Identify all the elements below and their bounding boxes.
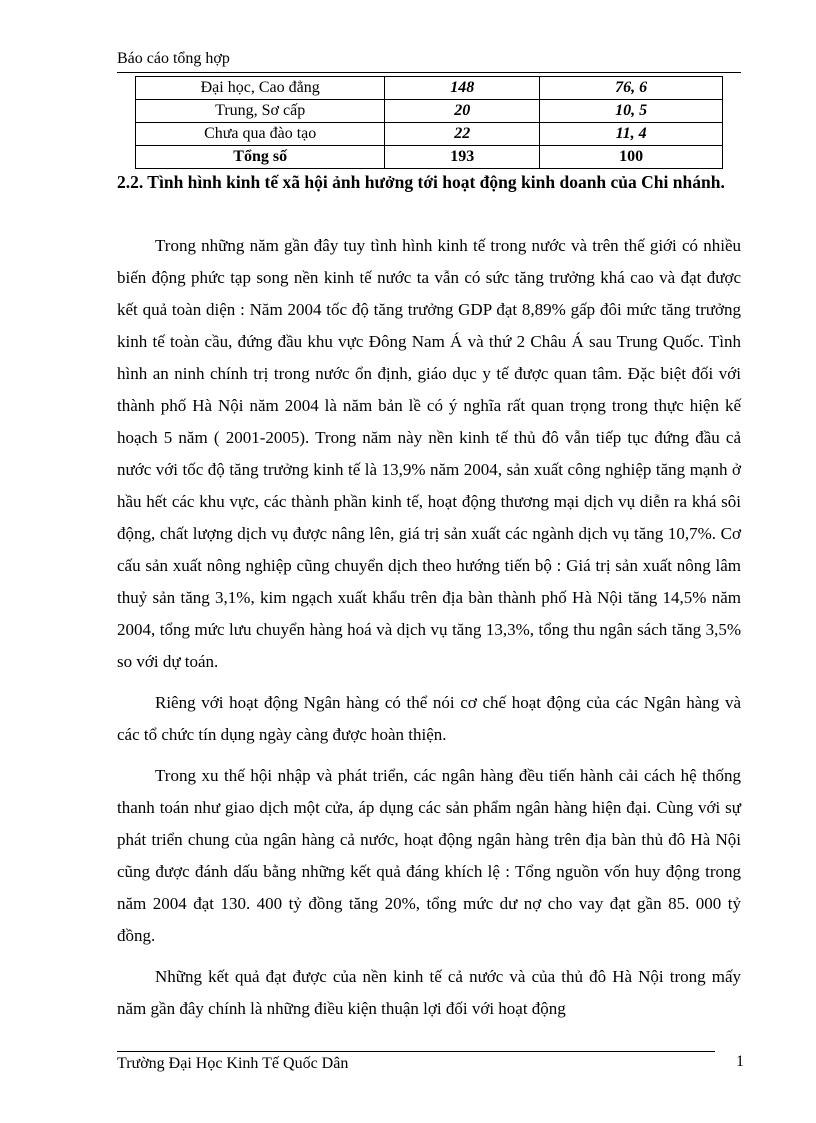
paragraph: Riêng với hoạt động Ngân hàng có thể nói cơ chế hoạt động của các Ngân hàng và các tổ chức tín dụng ngày càng được hoàn thiện. <box>117 693 741 744</box>
total-percent: 100 <box>540 146 723 169</box>
header-divider <box>117 72 741 73</box>
row-percent: 76, 6 <box>540 77 723 100</box>
row-percent: 11, 4 <box>540 123 723 146</box>
paragraph: Những kết quả đạt được của nền kinh tế cả nước và của thủ đô Hà Nội trong mấy năm gần đây chính là những điều kiện thuận lợi đối với hoạt động <box>117 967 741 1018</box>
paragraph: Trong những năm gần đây tuy tình hình kinh tế trong nước và trên thế giới có nhiều biến động phức tạp song nền kinh tế nước ta vẫn có sức tăng trưởng khá cao và đạt được kết quả toàn diện : Năm 2004 tốc độ tăng trưởng GDP đạt 8,89% gấp đôi mức tăng trưởng kinh tế toàn cầu, đứng đầu khu vực Đông Nam Á và thứ 2 Châu Á sau Trung Quốc. Tình hình an ninh chính trị trong nước ổn định, giáo dục y tế được quan tâm. Đặc biệt đối với thành phố Hà Nội năm 2004 là năm bản lề có ý nghĩa rất quan trọng trong thực hiện kế hoạch 5 năm ( 2001-2005). Trong năm này nền kinh tế thủ đô vẫn tiếp tục đứng đầu cả nước với tốc độ tăng trưởng kinh tế là 13,9% năm 2004, sản xuất công nghiệp tăng mạnh ở hầu hết các khu vực, các thành phần kinh tế, hoạt động thương mại dịch vụ diễn ra khá sôi động, chất lượng dịch vụ được nâng lên, giá trị sản xuất các ngành dịch vụ tăng 10,7%. Cơ cấu sản xuất nông nghiệp cũng chuyển dịch theo hướng tiến bộ : Giá trị sản xuất nông lâm thuỷ sản tăng 3,1%, kim ngạch xuất khẩu trên địa bàn thành phố Hà Nội tăng 14,5% năm 2004, tổng mức lưu chuyển hàng hoá và dịch vụ tăng 13,3%, tổng thu ngân sách tăng 3,5% so với dự toán. <box>117 236 741 671</box>
row-count: 22 <box>385 123 540 146</box>
row-percent: 10, 5 <box>540 100 723 123</box>
row-label: Chưa qua đào tạo <box>136 123 385 146</box>
staff-qualification-table <box>135 76 723 169</box>
page-number: 1 <box>736 1053 744 1070</box>
table-row <box>136 100 723 123</box>
body-text <box>117 230 741 1034</box>
footer-divider <box>117 1051 715 1052</box>
paragraph: Trong xu thế hội nhập và phát triển, các ngân hàng đều tiến hành cải cách hệ thống thanh toán như giao dịch một cửa, áp dụng các sản phẩm ngân hàng hiện đại. Cùng với sự phát triển chung của ngân hàng cả nước, hoạt động ngân hàng trên địa bàn thủ đô Hà Nội cũng được đánh dấu bằng những kết quả đáng khích lệ : Tổng nguồn vốn huy động trong năm 2004 đạt 130. 400 tỷ đồng tăng 20%, tổng mức dư nợ cho vay đạt gần 85. 000 tỷ đồng. <box>117 766 741 945</box>
table-row <box>136 123 723 146</box>
row-count: 20 <box>385 100 540 123</box>
running-footer: Trường Đại Học Kinh Tế Quốc Dân <box>117 1055 349 1072</box>
row-label: Trung, Sơ cấp <box>136 100 385 123</box>
row-count: 148 <box>385 77 540 100</box>
table-row <box>136 77 723 100</box>
running-header: Báo cáo tổng hợp <box>117 50 230 67</box>
section-heading: 2.2. Tình hình kinh tế xã hội ảnh hưởng tới hoạt động kinh doanh của Chi nhánh. <box>117 172 725 192</box>
total-label: Tổng số <box>136 146 385 169</box>
total-count: 193 <box>385 146 540 169</box>
row-label: Đại học, Cao đẳng <box>136 77 385 100</box>
